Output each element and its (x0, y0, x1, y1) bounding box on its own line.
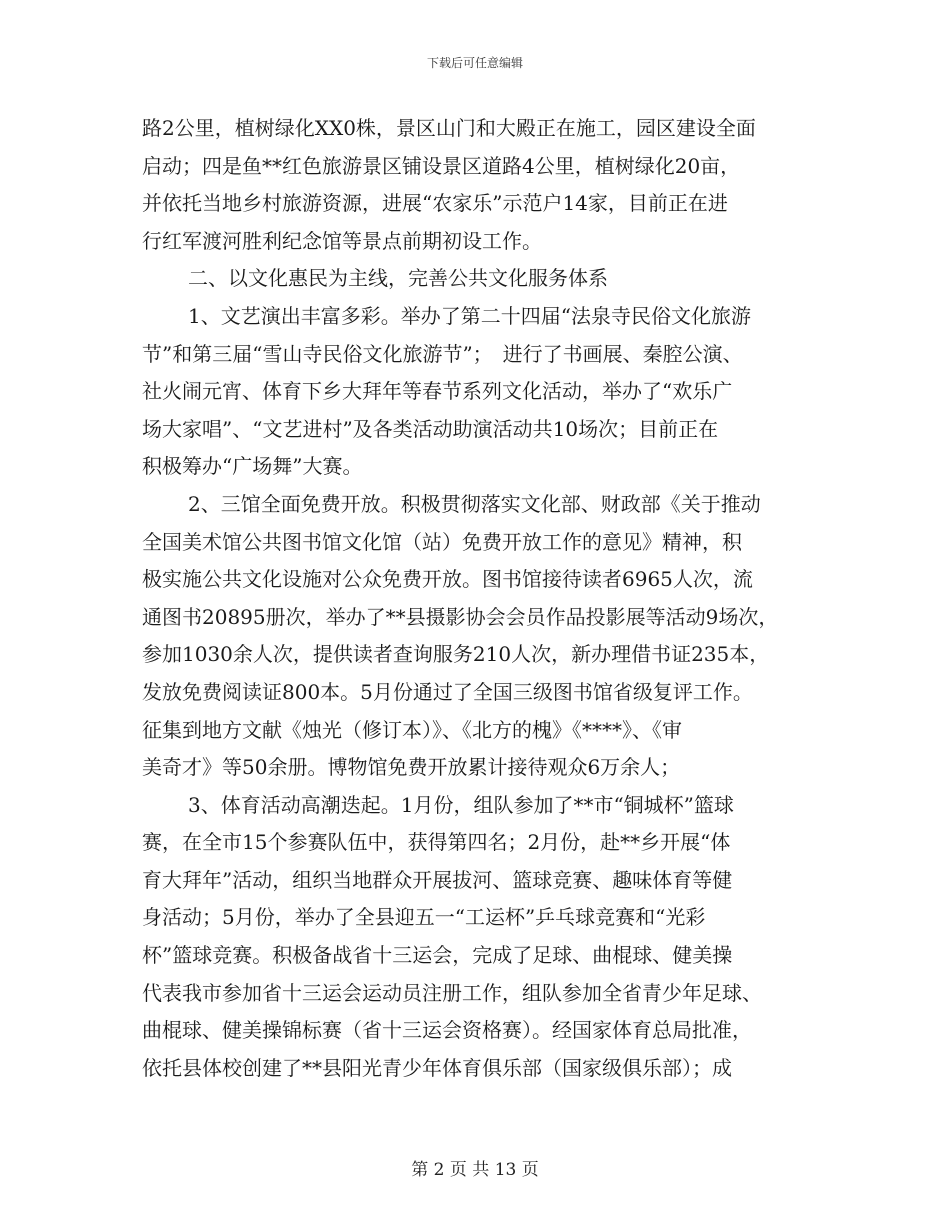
text-line: 赛，在全市15个参赛队伍中，获得第四名；2月份，赴**乡开展“体 (142, 830, 731, 855)
document-body (142, 110, 817, 1087)
text-line: 节”和第三届“雪山寺民俗文化旅游节”； 进行了书画展、秦腔公演、 (142, 341, 743, 366)
text-line: 启动；四是鱼**红色旅游景区铺设景区道路4公里，植树绿化20亩， (142, 153, 741, 178)
text-line: 育大拜年”活动，组织当地群众开展拔河、篮球竞赛、趣味体育等健 (142, 867, 733, 892)
text-line: 场大家唱”、“文艺进村”及各类活动助演活动共10场次；目前正在 (142, 416, 719, 441)
text-line: 行红军渡河胜利纪念馆等景点前期初设工作。 (142, 228, 542, 253)
text-line: 路2公里，植树绿化XX0株，景区山门和大殿正在施工，园区建设全面 (142, 116, 756, 140)
text-line: 通图书20895册次，举办了**县摄影协会会员作品投影展等活动9场次， (142, 604, 779, 629)
text-line: 2、三馆全面免费开放。积极贯彻落实文化部、财政部《关于推动 (188, 491, 761, 516)
text-line: 美奇才》等50余册。博物馆免费开放累计接待观众6万余人； (142, 755, 681, 780)
text-line: 全国美术馆公共图书馆文化馆（站）免费开放工作的意见》精神，积 (142, 529, 742, 554)
text-line: 杯”篮球竞赛。积极备战省十三运会，完成了足球、曲棍球、健美操 (142, 943, 733, 968)
text-line: 1、文艺演出丰富多彩。举办了第二十四届“法泉寺民俗文化旅游 (188, 303, 751, 328)
text-line: 并依托当地乡村旅游资源，进展“农家乐”示范户14家，目前正在进 (142, 191, 728, 216)
text-line: 3、体育活动高潮迭起。1月份，组队参加了**市“铜城杯”篮球 (188, 792, 734, 817)
page-header-note: 下载后可任意编辑 (426, 56, 523, 70)
text-line: 参加1030余人次，提供读者查询服务210人次，新办理借书证235本， (142, 642, 770, 667)
text-line: 社火闹元宵、体育下乡大拜年等春节系列文化活动，举办了“欢乐广 (142, 379, 733, 404)
text-line: 依托县体校创建了**县阳光青少年体育俱乐部（国家级俱乐部）；成 (142, 1055, 732, 1080)
text-line: 代表我市参加省十三运会运动员注册工作，组队参加全省青少年足球、 (142, 980, 762, 1005)
text-line: 积极筹办“广场舞”大赛。 (142, 454, 363, 479)
text-line: 曲棍球、健美操锦标赛（省十三运会资格赛）。经国家体育总局批准， (142, 1018, 752, 1043)
page-number: 第 2 页 共 13 页 (411, 1160, 539, 1180)
section-heading: 二、以文化惠民为主线，完善公共文化服务体系 (188, 266, 608, 291)
text-line: 征集到地方文献《烛光（修订本）》、《北方的槐》《****》、《审 (142, 717, 682, 742)
text-line: 发放免费阅读证800本。5月份通过了全国三级图书馆省级复评工作。 (142, 679, 753, 704)
text-line: 极实施公共文化设施对公众免费开放。图书馆接待读者6965人次，流 (142, 567, 753, 592)
text-line: 身活动；5月份，举办了全县迎五一“工运杯”乒乓球竞赛和“光彩 (142, 905, 706, 930)
